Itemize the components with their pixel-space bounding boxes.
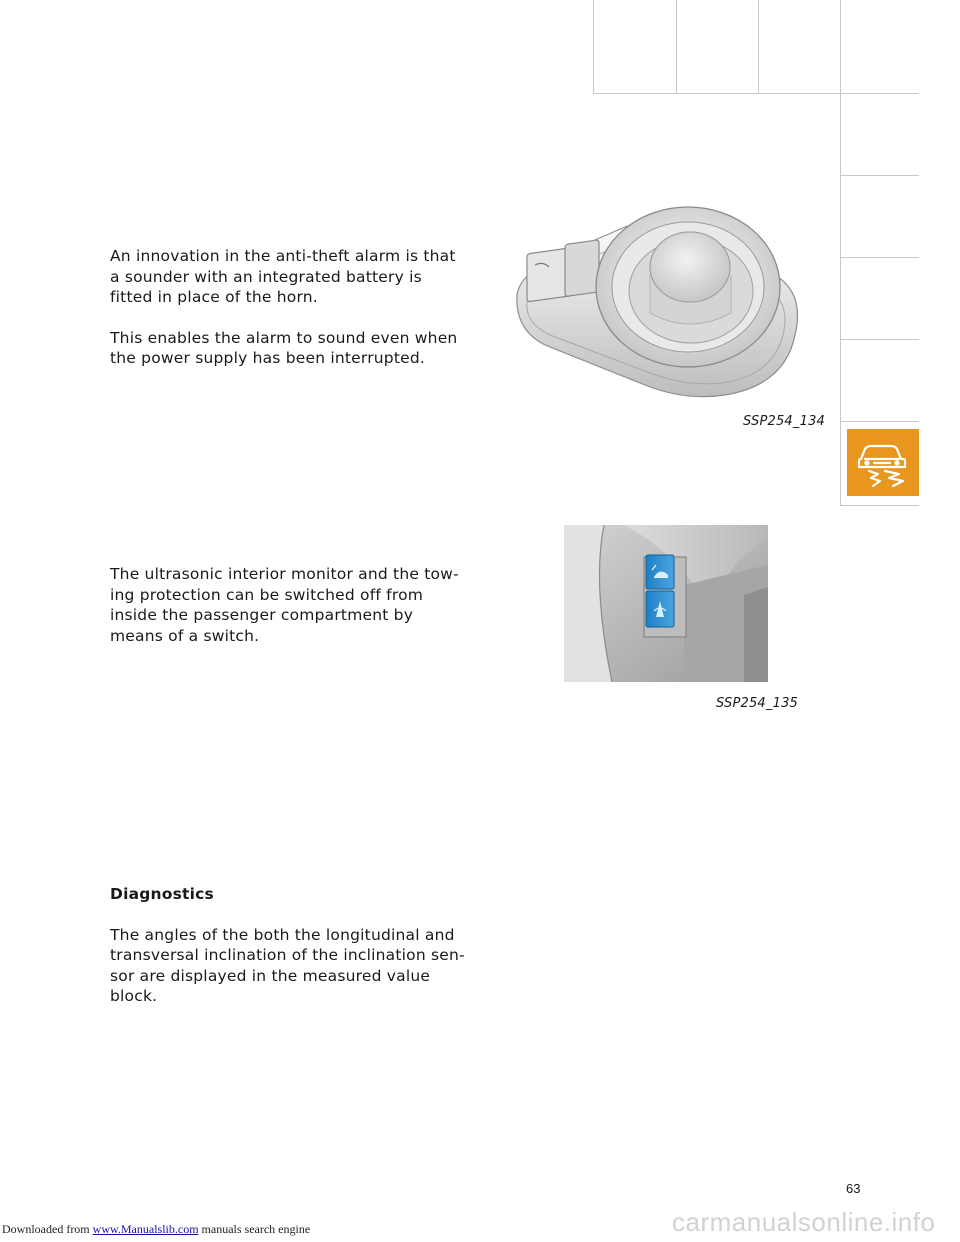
footer-prefix: Downloaded from: [2, 1222, 93, 1236]
paragraph-diagnostics: The angles of the both the longitudinal and transversal inclination of the inclination sen-sor are displayed in the measured value block.: [110, 925, 465, 1005]
manualslib-link[interactable]: www.Manualslib.com: [92, 1222, 199, 1236]
diagnostics-section: [110, 884, 468, 1027]
diagnostics-heading: Diagnostics: [110, 885, 214, 903]
section-2-text: [110, 564, 468, 666]
switch-photo: [564, 525, 768, 682]
figure-caption-134: SSP254_134: [743, 414, 826, 429]
paragraph-switch: The ultrasonic interior monitor and the tow-ing protection can be switched off from inside the passenger compartment by means of a switch.: [110, 565, 459, 645]
watermark: carmanualsonline.info: [672, 1207, 936, 1237]
paragraph-sounder: An innovation in the anti-theft alarm is that a sounder with an integrated battery is fitted in place of the horn.: [110, 247, 456, 306]
footer-suffix: manuals search engine: [198, 1222, 311, 1236]
chapter-tab[interactable]: [847, 429, 919, 496]
car-skidding-icon: [847, 429, 919, 496]
download-footer: [2, 1222, 310, 1237]
sounder-illustration: [505, 195, 835, 405]
section-1-text: [110, 246, 468, 389]
page-number: 63: [846, 1181, 861, 1196]
figure-caption-135: SSP254_135: [716, 696, 799, 711]
paragraph-power-supply: This enables the alarm to sound even when the power supply has been interrupted.: [110, 328, 458, 367]
